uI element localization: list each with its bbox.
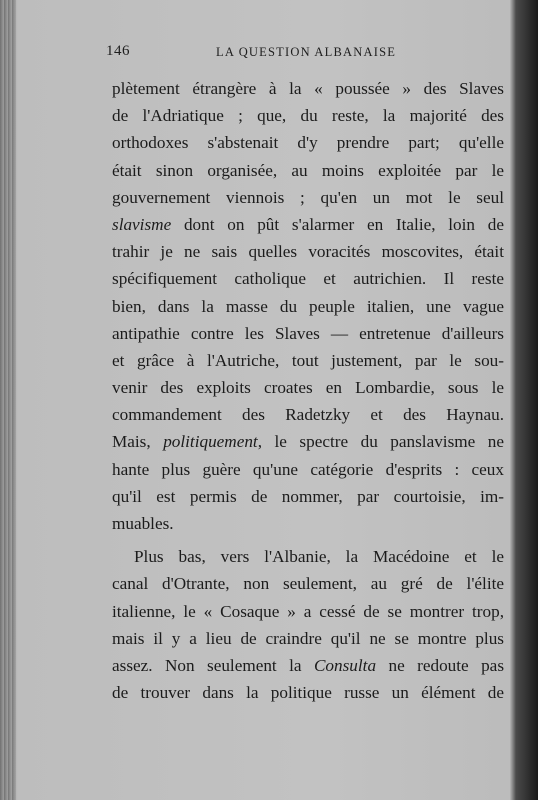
- text-line: [112, 543, 504, 570]
- text-run: dont on pût s'alarmer en Italie, loin de: [171, 214, 504, 234]
- text-run: gouvernement viennois ; qu'en un mot le seul: [112, 187, 504, 207]
- text-line: [112, 456, 504, 483]
- text-run: venir des exploits croates en Lombardie, sous le: [112, 378, 504, 398]
- text-line: [112, 102, 504, 129]
- text-run: canal d'Otrante, non seulement, au gré de l'élite: [112, 574, 504, 594]
- text-run: commandement des Radetzky et des Haynau.: [112, 405, 504, 425]
- text-run: , le spectre du panslavisme ne: [257, 432, 504, 452]
- text-run: Mais,: [112, 432, 164, 452]
- text-line: [112, 157, 504, 184]
- text-run: ne redoute pas: [376, 655, 505, 675]
- text-line: [112, 374, 504, 401]
- body-text: [112, 75, 504, 706]
- text-run: qu'il est permis de nommer, par courtoisie, im-: [112, 486, 504, 506]
- page-edge-right: [510, 0, 538, 800]
- text-run: mais il y a lieu de craindre qu'il ne se montre plus: [112, 628, 504, 648]
- page-number: 146: [106, 43, 130, 59]
- text-run: hante plus guère qu'une catégorie d'esprits : ceux: [112, 459, 504, 479]
- running-title: LA QUESTION ALBANAISE: [216, 45, 397, 59]
- italic-text: Consulta: [313, 655, 377, 675]
- page-edge-left: [0, 0, 16, 800]
- text-line: [112, 75, 504, 102]
- text-run: était sinon organisée, au moins exploitée par le: [112, 160, 504, 180]
- text-line: [112, 428, 504, 455]
- paragraph: [112, 75, 504, 537]
- text-run: assez. Non seulement la: [112, 655, 314, 675]
- text-line: [112, 129, 504, 156]
- paragraph: [112, 543, 504, 706]
- text-line: [112, 483, 504, 510]
- text-line: [112, 598, 504, 625]
- text-line: [112, 401, 504, 428]
- text-line: [112, 570, 504, 597]
- text-run: de trouver dans la politique russe un élément de: [112, 683, 504, 703]
- text-line: [112, 320, 504, 347]
- text-line: [112, 679, 504, 706]
- text-run: de l'Adriatique ; que, du reste, la majorité des: [112, 106, 504, 126]
- text-run: orthodoxes s'abstenait d'y prendre part; qu'elle: [112, 133, 504, 153]
- text-line: [112, 293, 504, 320]
- text-line: [112, 211, 504, 238]
- text-run: muables.: [112, 514, 174, 533]
- italic-text: slavisme: [112, 214, 172, 234]
- text-run: et grâce à l'Autriche, tout justement, par le sou-: [112, 350, 504, 370]
- text-line: [112, 184, 504, 211]
- text-run: spécifiquement catholique et autrichien. Il reste: [112, 269, 504, 289]
- text-line: [112, 625, 504, 652]
- text-run: plètement étrangère à la « poussée » des Slaves: [112, 79, 504, 98]
- text-run: bien, dans la masse du peuple italien, une vague: [112, 296, 504, 316]
- text-run: trahir je ne sais quelles voracités moscovites, était: [112, 242, 504, 262]
- text-line: [112, 510, 504, 537]
- text-run: italienne, le « Cosaque » a cessé de se montrer trop,: [112, 601, 504, 621]
- text-run: Plus bas, vers l'Albanie, la Macédoine et le: [134, 547, 504, 567]
- text-run: antipathie contre les Slaves — entretenue d'ailleurs: [112, 323, 504, 343]
- text-line: [112, 652, 504, 679]
- running-header: [106, 43, 504, 63]
- text-line: [112, 265, 504, 292]
- text-line: [112, 347, 504, 374]
- italic-text: politiquement: [163, 432, 258, 452]
- text-line: [112, 238, 504, 265]
